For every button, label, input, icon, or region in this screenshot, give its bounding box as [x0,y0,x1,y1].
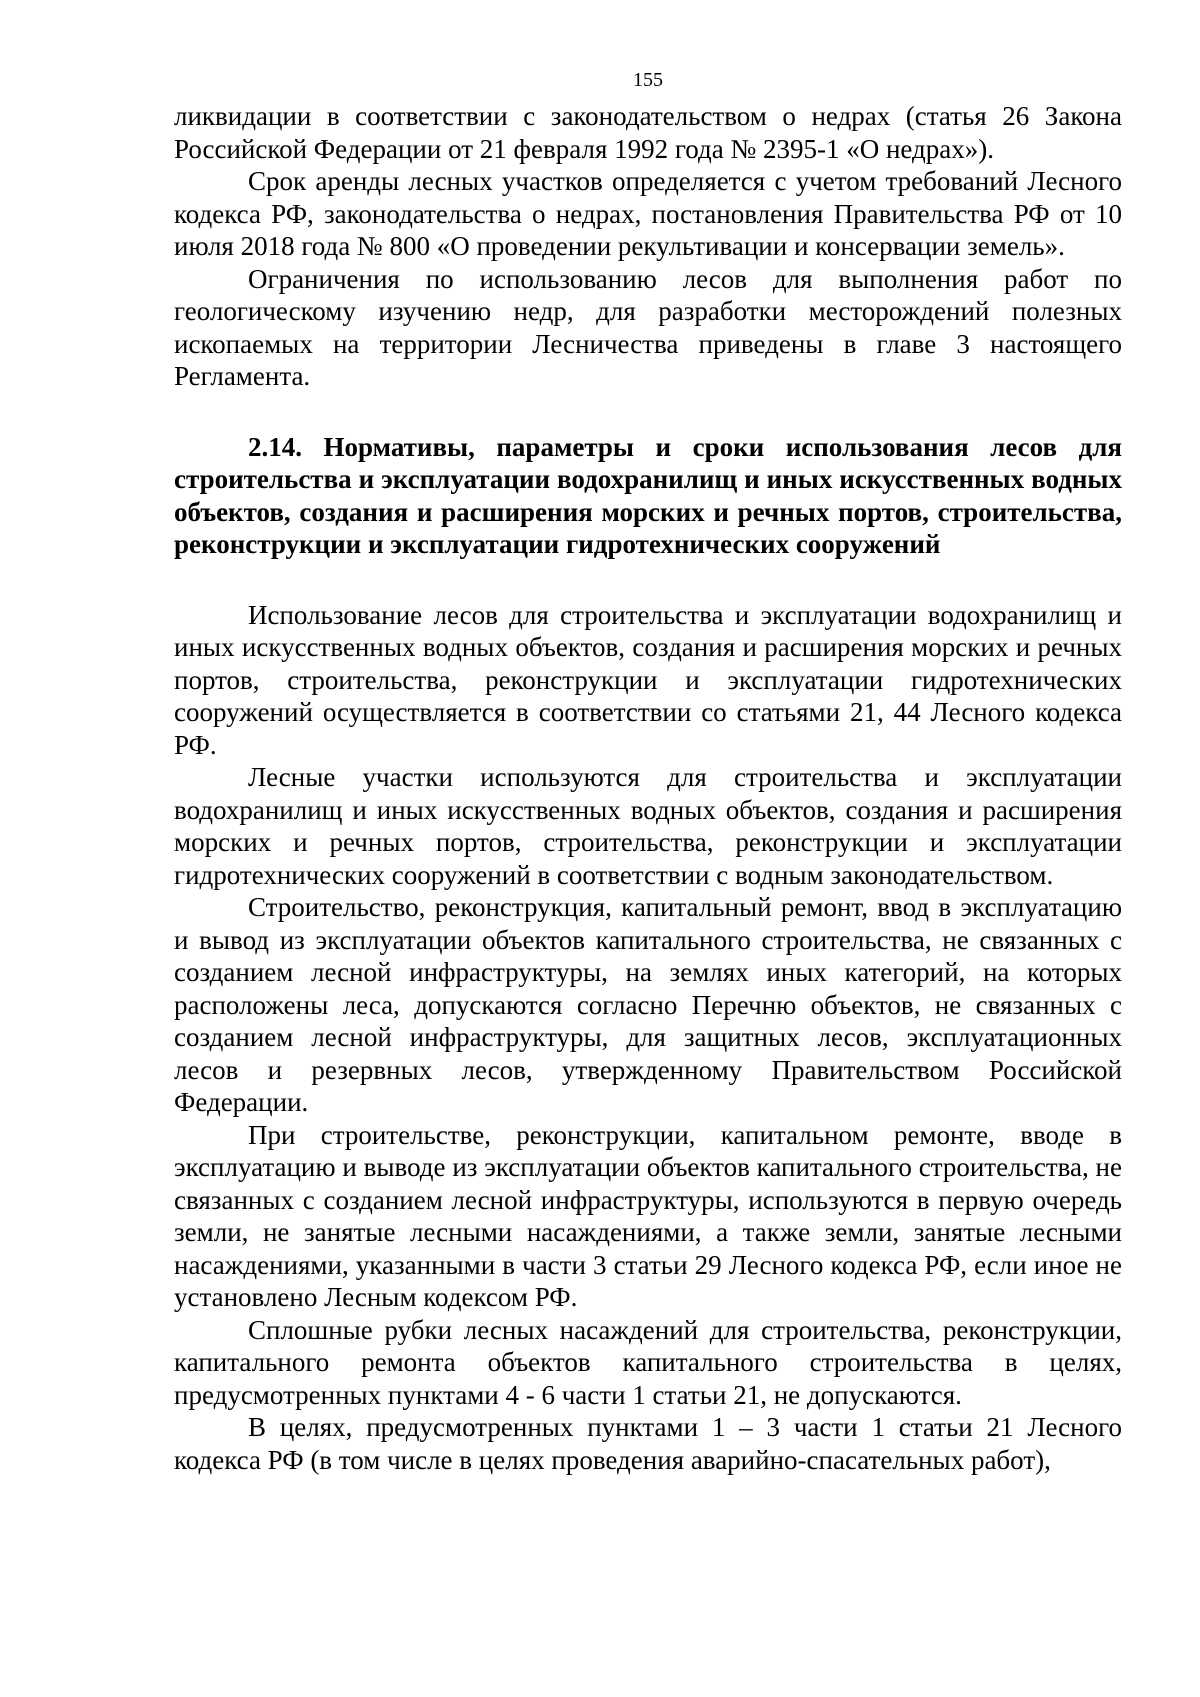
section-heading: 2.14. Нормативы, параметры и сроки использования лесов для строительства и эксплуатации водохранилищ и иных искусственных водных объектов, создания и расширения морских и речных портов, строительства, реконструкции и эксплуатации гидротехнических сооружений [174,431,1122,559]
paragraph-construction: Строительство, реконструкция, капитальный ремонт, ввод в эксплуатацию и вывод из эксплуатации объектов капитального строительства, не связанных с созданием лесной инфраструктуры, на землях иных категорий, на которых расположены леса, допускаются согласно Перечню объектов, не связанных с созданием лесной инфраструктуры, для защитных лесов, эксплуатационных лесов и резервных лесов, утвержденному Правительством Российской Федерации. [174,892,1122,1117]
document-page [174,68,1122,1476]
paragraph-forest-plots: Лесные участки используются для строительства и эксплуатации водохранилищ и иных искусственных водных объектов, создания и расширения морских и речных портов, строительства, реконструкции и эксплуатации гидротехнических сооружений в соответствии с водным законодательством. [174,762,1122,890]
paragraph-purposes: В целях, предусмотренных пунктами 1 – 3 части 1 статьи 21 Лесного кодекса РФ (в том числе в целях проведения аварийно-спасательных работ), [174,1412,1122,1475]
paragraph-lease-term: Срок аренды лесных участков определяется с учетом требований Лесного кодекса РФ, законодательства о недрах, постановления Правительства РФ от 10 июля 2018 года № 800 «О проведении рекультивации и консервации земель». [174,166,1122,261]
paragraph-land-priority: При строительстве, реконструкции, капитальном ремонте, вводе в эксплуатацию и выводе из эксплуатации объектов капитального строительства, не связанных с созданием лесной инфраструктуры, используются в первую очередь земли, не занятые лесными насаждениями, а также земли, занятые лесными насаждениями, указанными в части 3 статьи 29 Лесного кодекса РФ, если иное не установлено Лесным кодексом РФ. [174,1119,1122,1312]
paragraph-continuation: ликвидации в соответствии с законодательством о недрах (статья 26 Закона Российской Федерации от 21 февраля 1992 года № 2395-1 «О недрах»). [174,101,1122,164]
page-number: 155 [633,69,663,91]
paragraph-forest-use: Использование лесов для строительства и эксплуатации водохранилищ и иных искусственных водных объектов, создания и расширения морских и речных портов, строительства, реконструкции и эксплуатации гидротехнических сооружений осуществляется в соответствии со статьями 21, 44 Лесного кодекса РФ. [174,599,1122,760]
paragraph-restrictions: Ограничения по использованию лесов для выполнения работ по геологическому изучению недр, для разработки месторождений полезных ископаемых на территории Лесничества приведены в главе 3 настоящего Регламента. [174,263,1122,391]
paragraph-clear-cutting: Сплошные рубки лесных насаждений для строительства, реконструкции, капитального ремонта объектов капитального строительства в целях, предусмотренных пунктами 4 - 6 части 1 статьи 21, не допускаются. [174,1314,1122,1410]
